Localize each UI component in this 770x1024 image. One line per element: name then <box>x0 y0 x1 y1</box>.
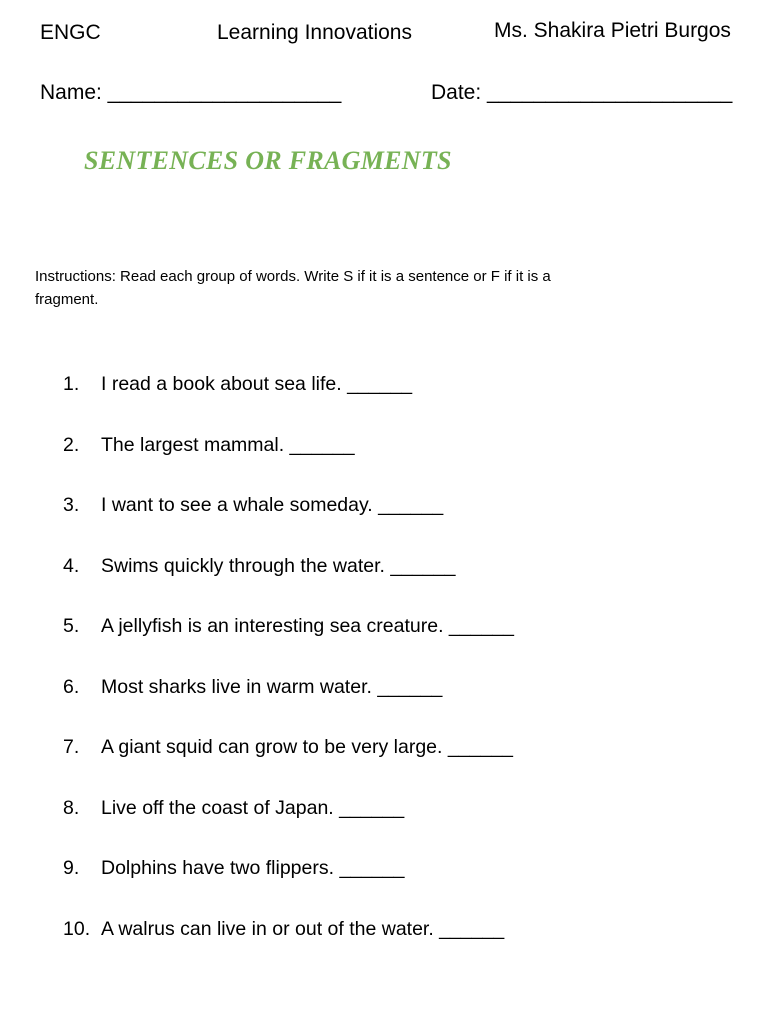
question-number: 5. <box>63 615 80 637</box>
question-text[interactable]: The largest mammal. ______ <box>101 434 355 456</box>
question-item <box>63 794 404 822</box>
teacher-name: Ms. Shakira Pietri Burgos <box>494 19 731 42</box>
question-text[interactable]: Live off the coast of Japan. ______ <box>101 797 405 819</box>
question-item <box>63 673 442 701</box>
question-text[interactable]: Swims quickly through the water. ______ <box>101 555 456 577</box>
question-text[interactable]: I read a book about sea life. ______ <box>101 373 413 395</box>
question-text[interactable]: Most sharks live in warm water. ______ <box>101 676 443 698</box>
question-item <box>63 370 412 398</box>
instructions-text: Instructions: Read each group of words. Write S if it is a sentence or F if it is a fragment. <box>35 268 551 308</box>
program-name: Learning Innovations <box>217 21 412 44</box>
question-number: 8. <box>63 797 80 819</box>
course-code: ENGC <box>40 21 101 44</box>
question-number: 3. <box>63 494 80 516</box>
question-number: 4. <box>63 555 80 577</box>
question-text[interactable]: A walrus can live in or out of the water. ______ <box>101 918 505 940</box>
question-number: 9. <box>63 857 80 879</box>
question-item <box>63 552 455 580</box>
name-field[interactable]: Name: ____________________ <box>40 81 342 104</box>
question-item <box>63 733 513 761</box>
question-text[interactable]: Dolphins have two flippers. ______ <box>101 857 405 879</box>
question-text[interactable]: A giant squid can grow to be very large. ______ <box>101 736 513 758</box>
question-number: 6. <box>63 676 80 698</box>
question-item <box>63 491 443 519</box>
question-number: 1. <box>63 373 80 395</box>
worksheet-title: SENTENCES OR FRAGMENTS <box>84 146 452 175</box>
question-text[interactable]: I want to see a whale someday. ______ <box>101 494 444 516</box>
question-number: 10. <box>63 918 91 940</box>
question-text[interactable]: A jellyfish is an interesting sea creature. ______ <box>101 615 514 637</box>
question-item <box>63 854 405 882</box>
question-item <box>63 612 514 640</box>
question-number: 2. <box>63 434 80 456</box>
question-item <box>63 431 355 459</box>
question-item <box>63 915 504 943</box>
question-number: 7. <box>63 736 80 758</box>
date-field[interactable]: Date: _____________________ <box>431 81 733 104</box>
